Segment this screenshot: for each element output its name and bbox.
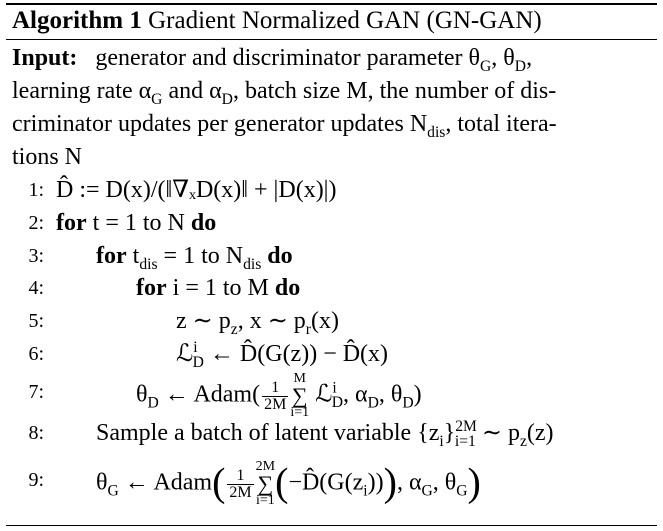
line-text: D̂ := D(x)/(‖∇ₓD(x)‖ + |D(x)|) — [56, 177, 337, 203]
algorithm-title — [12, 6, 542, 36]
top-rule — [6, 3, 657, 5]
input-line-3: criminator updates per generator updates $N_{dis}$, total itera- — [12, 111, 557, 141]
line-number: 3: — [28, 245, 44, 267]
input-line-2: learning rate $\alpha_G$ and $\alpha_D$, batch size M, the number of dis- — [12, 78, 557, 108]
summation: M ∑ i=1 — [290, 371, 310, 420]
line-text: z ∼ $p_z$, x ∼ $p_r(x)$ — [176, 308, 339, 338]
algorithm-label: Algorithm 1 — [12, 7, 142, 34]
input-line-1: Input: generator and discriminator parameter $\theta_G$, $\theta_D$, — [12, 45, 533, 75]
algorithm-name: Gradient Normalized GAN (GN-GAN) — [148, 7, 542, 34]
bottom-rule — [6, 525, 657, 526]
line-text: $\theta_D$ ← Adam( $\frac{1}{2M}$ M ∑ i=1 ℒ$^i_D$, $\alpha_D$, $\theta_D$) — [136, 371, 422, 420]
algorithm-line-6 — [0, 334, 663, 374]
algorithm-line-7 — [0, 371, 663, 420]
summation: 2M ∑ i=1 — [255, 459, 276, 508]
line-number: 9: — [28, 469, 44, 491]
line-number: 5: — [28, 310, 44, 332]
line-number: 8: — [28, 422, 44, 444]
input-block — [12, 42, 652, 174]
algorithm-line-9 — [0, 459, 663, 508]
line-text: for i = 1 to M do — [136, 275, 301, 301]
algorithm-line-8 — [0, 413, 663, 453]
line-number: 1: — [28, 179, 44, 201]
line-number: 7: — [28, 381, 44, 403]
fraction: $\frac{1}{2M}$ — [264, 378, 287, 413]
fraction: $\frac{1}{2M}$ — [229, 466, 252, 501]
line-text: Sample a batch of latent variable $\{z_i\}^{2M}_{i=1}$ ∼ $p_z(z)$ — [96, 418, 554, 450]
line-text: for t = 1 to N do — [56, 210, 217, 236]
line-number: 4: — [28, 277, 44, 299]
line-text: for $t_{dis} = 1$ to $N_{dis}$ do — [96, 243, 293, 273]
input-line-4: tions N — [12, 144, 83, 170]
title-rule — [6, 39, 657, 40]
line-text: ℒ$^i_D$ ← D̂(G(z)) − D̂(x) — [176, 339, 389, 371]
input-label: Input: — [12, 45, 78, 71]
line-text: $\theta_G$ ← Adam( $\frac{1}{2M}$ 2M ∑ i=1 $(-D̂(G(z_i)))$, $\alpha_G$, $\theta_G$) — [96, 459, 481, 508]
line-number: 2: — [28, 212, 44, 234]
line-number: 6: — [28, 343, 44, 365]
